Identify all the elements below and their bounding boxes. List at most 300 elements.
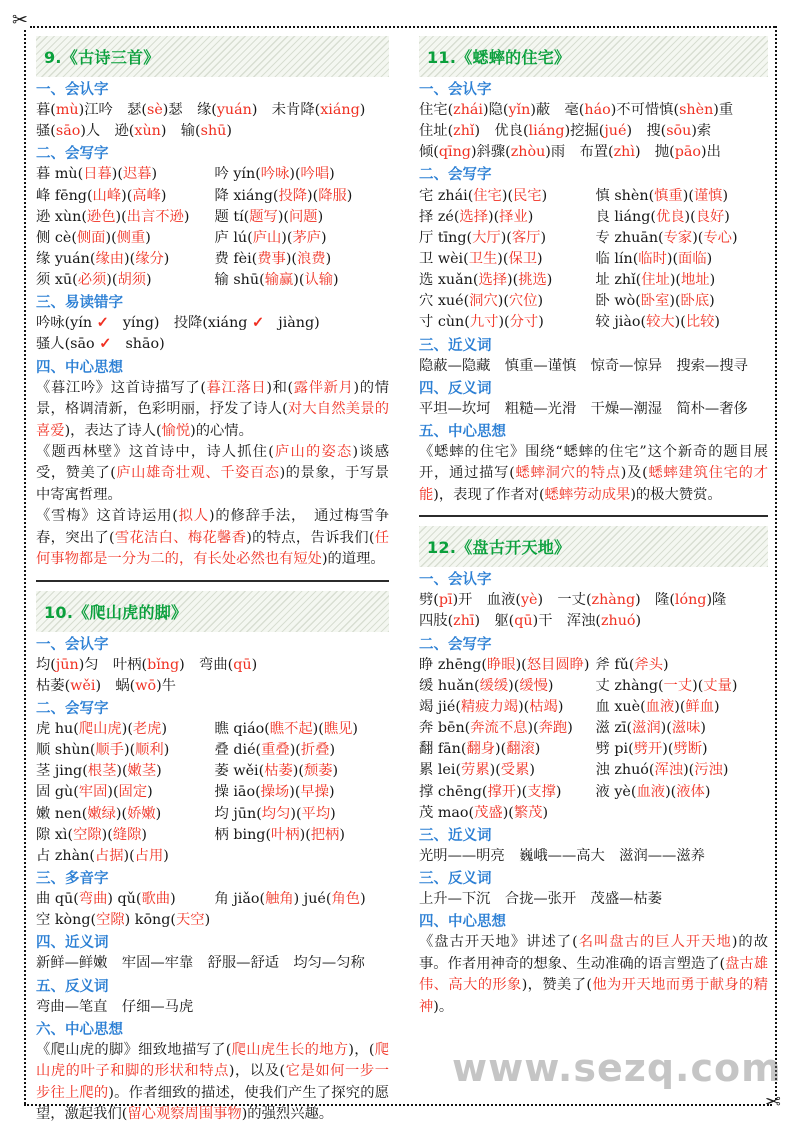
paren: ( (243, 208, 250, 225)
write-word-entry (419, 676, 592, 697)
polyphone-row (36, 910, 389, 931)
body-text: ( (170, 912, 176, 929)
word: 住宅 (473, 187, 502, 204)
body-text: 抛( (654, 144, 675, 161)
write-word-grid (36, 164, 389, 291)
hanzi: 嫩 (36, 805, 55, 822)
highlighted-answer: pāo (674, 144, 701, 161)
paren: ) (163, 742, 170, 759)
word: 一丈 (663, 677, 693, 694)
word: 顺手 (95, 742, 124, 759)
paren: ( (666, 720, 672, 737)
lesson-block (36, 36, 389, 571)
lesson-block (36, 591, 389, 1126)
pinyin: yín (233, 166, 256, 183)
lesson-section (36, 634, 389, 697)
paren: ) (115, 208, 122, 225)
body-text: ) (251, 102, 258, 119)
highlighted-answer: sāo (55, 123, 81, 140)
paren: ( (298, 763, 304, 780)
body-text: )及( (620, 465, 648, 482)
body-text: 缘( (196, 102, 217, 119)
hanzi: 须 (36, 272, 55, 289)
word: 分寸 (509, 314, 539, 331)
write-word-entry (596, 207, 769, 228)
highlighted-answer: 蟋蟀劳动成果 (544, 486, 631, 503)
text-line (36, 313, 389, 334)
lesson-section (419, 634, 768, 824)
word: 嫩茎 (127, 763, 157, 780)
highlighted-answer: qū (514, 613, 533, 630)
text-line (36, 953, 389, 974)
paren: ) (329, 166, 335, 183)
body-text: 血液( (486, 592, 521, 609)
pinyin: xùn (54, 208, 82, 225)
section-heading: 五、反义词 (36, 977, 109, 995)
pinyin: wèi (437, 250, 464, 267)
highlighted-answer: 蟋蟀建筑住宅的才能 (419, 465, 769, 503)
pinyin: zhàn (54, 847, 90, 864)
word: 逊色 (86, 208, 116, 225)
word: 叶柄 (271, 826, 300, 843)
hanzi: 峰 (36, 187, 55, 204)
word: 颓萎 (303, 763, 333, 780)
paren: ( (503, 293, 509, 310)
word: 卧室 (640, 293, 670, 310)
check-mark-icon: ✓ (99, 336, 112, 353)
hanzi: 址 (595, 272, 615, 289)
hanzi: 卧 (595, 293, 615, 310)
paren: ) (529, 762, 535, 779)
word: 支撑 (527, 783, 556, 800)
highlighted-answer: liáng (528, 123, 565, 140)
write-word-entry (596, 270, 769, 291)
paren: ) (147, 784, 153, 801)
highlighted-answer: wō (135, 677, 157, 694)
hanzi: 劈 (595, 741, 615, 758)
paren: ) (101, 826, 108, 843)
body-text: 光明——明亮 巍峨——高大 滋润——滋养 (419, 847, 705, 864)
body-text: jiàng) (263, 315, 320, 332)
pinyin: yè (614, 783, 631, 800)
pinyin: huǎn (437, 677, 474, 694)
word: 吟咏 (260, 166, 290, 183)
paren: ( (472, 272, 479, 289)
paren: ) (121, 187, 127, 204)
write-word-entry (596, 718, 769, 739)
lesson-section (36, 932, 389, 974)
paren: ( (126, 187, 133, 204)
body-text: 均( (36, 656, 56, 673)
hanzi: 叠 (214, 742, 234, 759)
word: 牢固 (78, 784, 108, 801)
write-word-entry (596, 312, 769, 333)
word: 慎重 (654, 187, 683, 204)
word: 客厅 (511, 229, 541, 246)
paren: ( (502, 250, 509, 267)
paren: ( (286, 229, 293, 246)
write-word-entry (215, 719, 390, 740)
polyphone-entry (36, 910, 211, 931)
lesson-divider (419, 515, 768, 517)
hanzi: 奔 (419, 720, 438, 737)
hanzi: 暮 (36, 166, 55, 183)
highlighted-answer: qū (233, 656, 252, 673)
paren: ( (464, 314, 470, 331)
polyphone-entry (36, 889, 211, 910)
polyphone-entry (215, 889, 390, 910)
body-text: 暮( (36, 102, 56, 119)
word: 良好 (695, 208, 725, 225)
word: 选择 (478, 272, 508, 289)
word: 重叠 (261, 742, 290, 759)
write-word-entry (215, 207, 390, 228)
pinyin: bēn (437, 720, 465, 737)
body-text: ( (135, 891, 142, 908)
pinyin: lín (614, 250, 633, 267)
paren: ) (289, 784, 295, 801)
body-text: 劈( (419, 592, 439, 609)
write-word-entry (419, 270, 592, 291)
highlighted-answer: 触角 (265, 891, 294, 908)
body-text: ) (170, 891, 176, 908)
body-text: 四肢( (419, 613, 454, 630)
paren: ( (67, 826, 74, 843)
pinyin: shū (233, 272, 260, 289)
pinyin: jié (437, 698, 456, 715)
site-watermark: www.sezq.com (452, 1046, 782, 1090)
paren: ( (697, 229, 704, 246)
hanzi: 题 (214, 208, 234, 225)
paren: ( (523, 698, 530, 715)
paren: ( (86, 187, 93, 204)
write-word-entry (419, 207, 592, 228)
section-heading: 四、中心思想 (419, 913, 506, 931)
highlighted-answer: 庐山的姿态 (273, 443, 353, 460)
body-text: 骚人(sāo (36, 336, 100, 353)
paren: ) (501, 187, 508, 204)
pinyin: fèi (233, 250, 252, 267)
pinyin: liáng (614, 208, 651, 225)
body-text: ) (626, 123, 633, 140)
paren: ( (464, 720, 471, 737)
word: 滋味 (671, 720, 701, 737)
scissors-icon: ✂ (765, 1091, 781, 1113)
highlighted-answer: 他为开天地而勇于献身的精神 (419, 977, 769, 1015)
body-text: )干 (532, 613, 553, 630)
body-text: ) (226, 123, 232, 140)
pinyin: jūn (233, 805, 257, 822)
hanzi: 丈 (595, 677, 615, 694)
hanzi: 液 (595, 783, 615, 800)
lesson-title: 10.《爬山虎的脚》 (36, 591, 389, 632)
word: 缓慢 (519, 677, 548, 694)
paren: ) (307, 187, 313, 204)
body-text: )斜骤( (470, 144, 511, 161)
paren: ( (89, 847, 95, 864)
word: 高峰 (132, 187, 161, 204)
hanzi: 费 (214, 250, 234, 267)
body-text: )的故事。作者用神奇的想象、生动准确的语言塑造了( (419, 934, 769, 972)
paren: ) (516, 783, 522, 800)
word: 瞧不起 (269, 720, 313, 737)
pinyin: zhuó (614, 762, 649, 779)
paren: ) (346, 187, 353, 204)
paren: ( (264, 720, 270, 737)
paren: ) (731, 677, 738, 694)
write-word-entry (36, 825, 211, 846)
section-heading: 四、近义词 (36, 934, 109, 952)
paren: ( (697, 677, 704, 694)
lesson-section (36, 868, 389, 931)
recognize-row (36, 121, 389, 142)
paren: ( (521, 783, 528, 800)
write-word-entry (596, 697, 769, 718)
body-text: )。 (433, 998, 454, 1015)
paren: ) (183, 208, 190, 225)
highlighted-answer: 蟋蟀洞穴的特点 (514, 465, 621, 482)
paren: ( (674, 293, 681, 310)
body-text: )索 (691, 123, 712, 140)
hanzi: 侧 (36, 229, 55, 246)
word: 血液 (645, 698, 675, 715)
body-text: ) (293, 891, 304, 908)
body-text: 《暮江吟》这首诗描写了( (36, 379, 206, 396)
section-heading: 一、会认字 (36, 635, 109, 653)
body-text: kōng (134, 912, 171, 929)
paren: ( (658, 229, 664, 246)
word: 奔跑 (538, 720, 568, 737)
pinyin: cùn (437, 314, 465, 331)
highlighted-answer: 雪花洁白、梅花馨香 (114, 529, 247, 546)
word: 液体 (676, 783, 705, 800)
lesson-section (419, 911, 768, 1018)
paren: ) (547, 677, 554, 694)
paren: ) (674, 698, 680, 715)
paren: ) (722, 187, 729, 204)
word: 九寸 (469, 314, 499, 331)
section-heading: 三、反义词 (419, 870, 492, 888)
highlighted-answer: 庐山雄奇壮观、千姿百态 (115, 465, 280, 482)
hanzi: 茎 (36, 763, 55, 780)
word: 选择 (459, 208, 489, 225)
paren: ) (555, 783, 562, 800)
body-text: )挖掘( (564, 123, 605, 140)
highlighted-answer: jué (604, 123, 627, 140)
paren: ( (73, 720, 79, 737)
paren: ( (111, 272, 118, 289)
word: 吟唱 (300, 166, 330, 183)
write-word-entry (36, 228, 211, 249)
hanzi: 撑 (419, 783, 438, 800)
paren: ( (294, 784, 301, 801)
body-text: )牛 (156, 677, 176, 694)
paren: ) (163, 847, 169, 864)
word: 枯竭 (529, 698, 558, 715)
hanzi: 顺 (36, 742, 55, 759)
paren: ( (117, 166, 123, 183)
word: 嫩绿 (87, 805, 116, 822)
word: 精疲力竭 (460, 698, 519, 715)
paren: ) (502, 804, 509, 821)
pinyin: zhǐ (614, 272, 636, 289)
paren: ) (107, 784, 113, 801)
body-text: 隆( (655, 592, 675, 609)
paren: ( (688, 187, 694, 204)
paren: ( (291, 250, 297, 267)
highlighted-answer: 对大自然美景的喜爱 (36, 401, 390, 439)
paren: ) (290, 805, 296, 822)
paren: ) (700, 720, 706, 737)
pinyin: shèn (614, 187, 649, 204)
word: 择业 (499, 208, 528, 225)
paren: ) (124, 250, 130, 267)
summary-paragraph (36, 442, 389, 506)
highlighted-answer: 任何事物都是一分为二的，有长处必然也有短处 (36, 529, 390, 568)
polyphone-row (36, 889, 389, 910)
paren: ( (468, 804, 475, 821)
paren: ( (481, 783, 488, 800)
word: 劈开 (633, 741, 663, 758)
body-text: )的极大赞赏。 (630, 486, 722, 503)
paren: ) (722, 762, 729, 779)
paren: ) (704, 783, 711, 800)
paren: ) (684, 208, 691, 225)
paren: ) (488, 208, 494, 225)
body-text: )江吟 (78, 102, 113, 119)
body-text: ) (635, 613, 642, 630)
word: 怒目圆睁 (526, 656, 584, 673)
highlighted-answer: shèn (679, 102, 714, 119)
write-word-entry (36, 207, 211, 228)
hanzi: 慎 (595, 187, 615, 204)
paren: ) (731, 229, 738, 246)
hanzi: 宅 (419, 187, 438, 204)
word: 保卫 (508, 250, 538, 267)
hanzi: 固 (36, 784, 55, 801)
body-text: 弯曲( (199, 656, 234, 673)
write-word-entry (419, 186, 592, 207)
pinyin: bing (233, 826, 266, 843)
text-line (419, 399, 768, 420)
paren: ( (127, 720, 133, 737)
paren: ( (467, 187, 474, 204)
write-word-entry (419, 655, 592, 676)
word: 输赢 (264, 272, 294, 289)
write-word-entry (596, 249, 769, 270)
write-word-entry (215, 228, 390, 249)
word: 平均 (301, 805, 331, 822)
body-text: )雨 (545, 144, 566, 161)
paren: ) (508, 677, 514, 694)
highlighted-answer: 它是如何一步一步往上爬的 (36, 1063, 390, 1101)
body-text: 倾( (419, 144, 439, 161)
body-text: 隐蔽—隐藏 慎重—谨慎 惊奇—惊异 搜索—搜寻 (419, 357, 748, 374)
paren: ) (325, 250, 332, 267)
body-text: )不可惜慎( (610, 102, 680, 119)
hanzi: 累 (419, 762, 438, 779)
paren: ) (289, 166, 295, 183)
paren: ( (121, 763, 128, 780)
body-text: 弯曲—笔直 仔细—马虎 (36, 998, 194, 1015)
body-text: 新鲜—鲜嫩 牢固—牢靠 舒服—舒适 均匀—匀称 (36, 955, 365, 972)
pinyin: xì (54, 826, 68, 843)
paren: ( (112, 784, 119, 801)
word: 茂盛 (474, 804, 503, 821)
paren: ( (667, 741, 674, 758)
body-text: ) (179, 656, 185, 673)
write-word-entry (36, 761, 211, 782)
lesson-title: 11.《蟋蟀的住宅》 (419, 36, 768, 77)
section-heading: 四、反义词 (419, 379, 492, 397)
paren: ) (312, 720, 319, 737)
lesson-section (419, 79, 768, 163)
lesson-section (419, 378, 768, 420)
highlighted-answer: sè (146, 102, 163, 119)
paren: ) (161, 720, 168, 737)
paren: ( (312, 187, 319, 204)
section-heading: 一、会认字 (419, 81, 492, 98)
word: 专家 (663, 229, 693, 246)
paren: ( (670, 783, 677, 800)
paren: ) (299, 826, 306, 843)
hanzi: 缓 (419, 677, 438, 694)
paren: ) (674, 314, 681, 331)
paren: ) (497, 250, 503, 267)
paren: ) (123, 742, 130, 759)
body-text: ) (204, 912, 211, 929)
paren: ) (339, 826, 345, 843)
hanzi: 专 (595, 229, 615, 246)
write-word-entry (419, 312, 592, 333)
word: 日暮 (83, 166, 112, 183)
highlighted-answer: 天空 (176, 912, 205, 929)
paren: ( (481, 656, 487, 673)
paren: ( (648, 187, 655, 204)
lesson-section (419, 164, 768, 333)
paren: ) (662, 741, 668, 758)
section-heading: 六、中心思想 (36, 1020, 123, 1038)
paren: ) (116, 763, 122, 780)
write-word-entry (419, 228, 592, 249)
body-text: ( (325, 891, 332, 908)
word: 受累 (500, 762, 530, 779)
highlighted-answer: zhì (613, 144, 635, 161)
lesson-section (36, 292, 389, 355)
hanzi: 较 (595, 314, 615, 331)
body-text: ) (251, 656, 258, 673)
paren: ( (272, 187, 279, 204)
body-text: ( (259, 891, 266, 908)
pinyin: mù (54, 166, 78, 183)
paren: ( (533, 720, 539, 737)
write-word-grid (419, 186, 768, 334)
write-word-entry (596, 739, 769, 760)
check-mark-icon: ✓ (96, 315, 109, 332)
word: 洞穴 (469, 293, 498, 310)
highlighted-answer: pī (438, 592, 453, 609)
write-word-entry (419, 803, 592, 824)
lesson-section (419, 868, 768, 910)
pinyin: mao (437, 804, 469, 821)
hanzi: 降 (214, 187, 234, 204)
lesson-section (419, 421, 768, 506)
pinyin: pi (614, 741, 629, 758)
body-text: 吟咏(yín (36, 315, 97, 332)
word: 缝隙 (112, 826, 142, 843)
hanzi: 寸 (419, 314, 438, 331)
paren: ( (455, 762, 462, 779)
